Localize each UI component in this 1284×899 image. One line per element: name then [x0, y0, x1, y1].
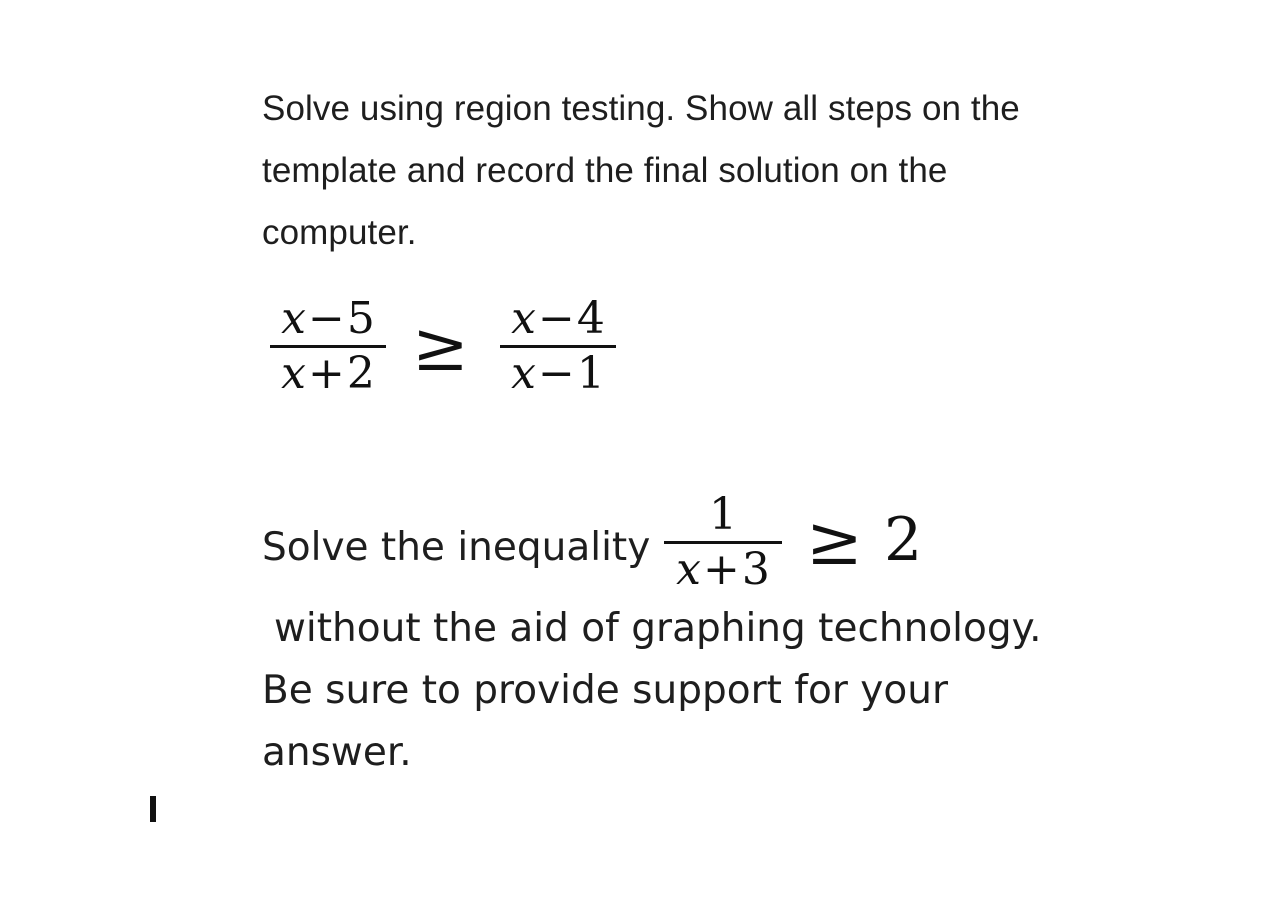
problem1-left-fraction: [270, 294, 386, 399]
problem2-relation-symbol: ≥: [806, 502, 863, 581]
problem2-body: [262, 598, 1162, 784]
text-cursor[interactable]: [150, 796, 156, 822]
problem1-left-denominator: x+2: [281, 348, 375, 399]
problem1-right-numerator: x−4: [511, 293, 605, 344]
problem2-line2: without the aid of graphing technology.: [274, 606, 1042, 651]
problem2-line3: Be sure to provide support for your: [262, 668, 949, 713]
problem2-fraction: [664, 490, 782, 595]
problem2-rhs-number: 2: [884, 505, 923, 575]
problem2-denominator: x+3: [676, 544, 770, 595]
problem2-numerator: 1: [709, 489, 737, 540]
problem1-left-numerator: x−5: [281, 293, 375, 344]
problem1-instructions: Solve using region testing. Show all steps on the template and record the final solution on the computer.: [262, 89, 1020, 252]
problem1-right-fraction: [500, 294, 616, 399]
problem2-line4: answer.: [262, 730, 412, 775]
problem2-lead-text: Solve the inequality: [262, 525, 651, 570]
problem1-relation-symbol: ≥: [412, 308, 469, 387]
problem1-right-denominator: x−1: [511, 348, 605, 399]
